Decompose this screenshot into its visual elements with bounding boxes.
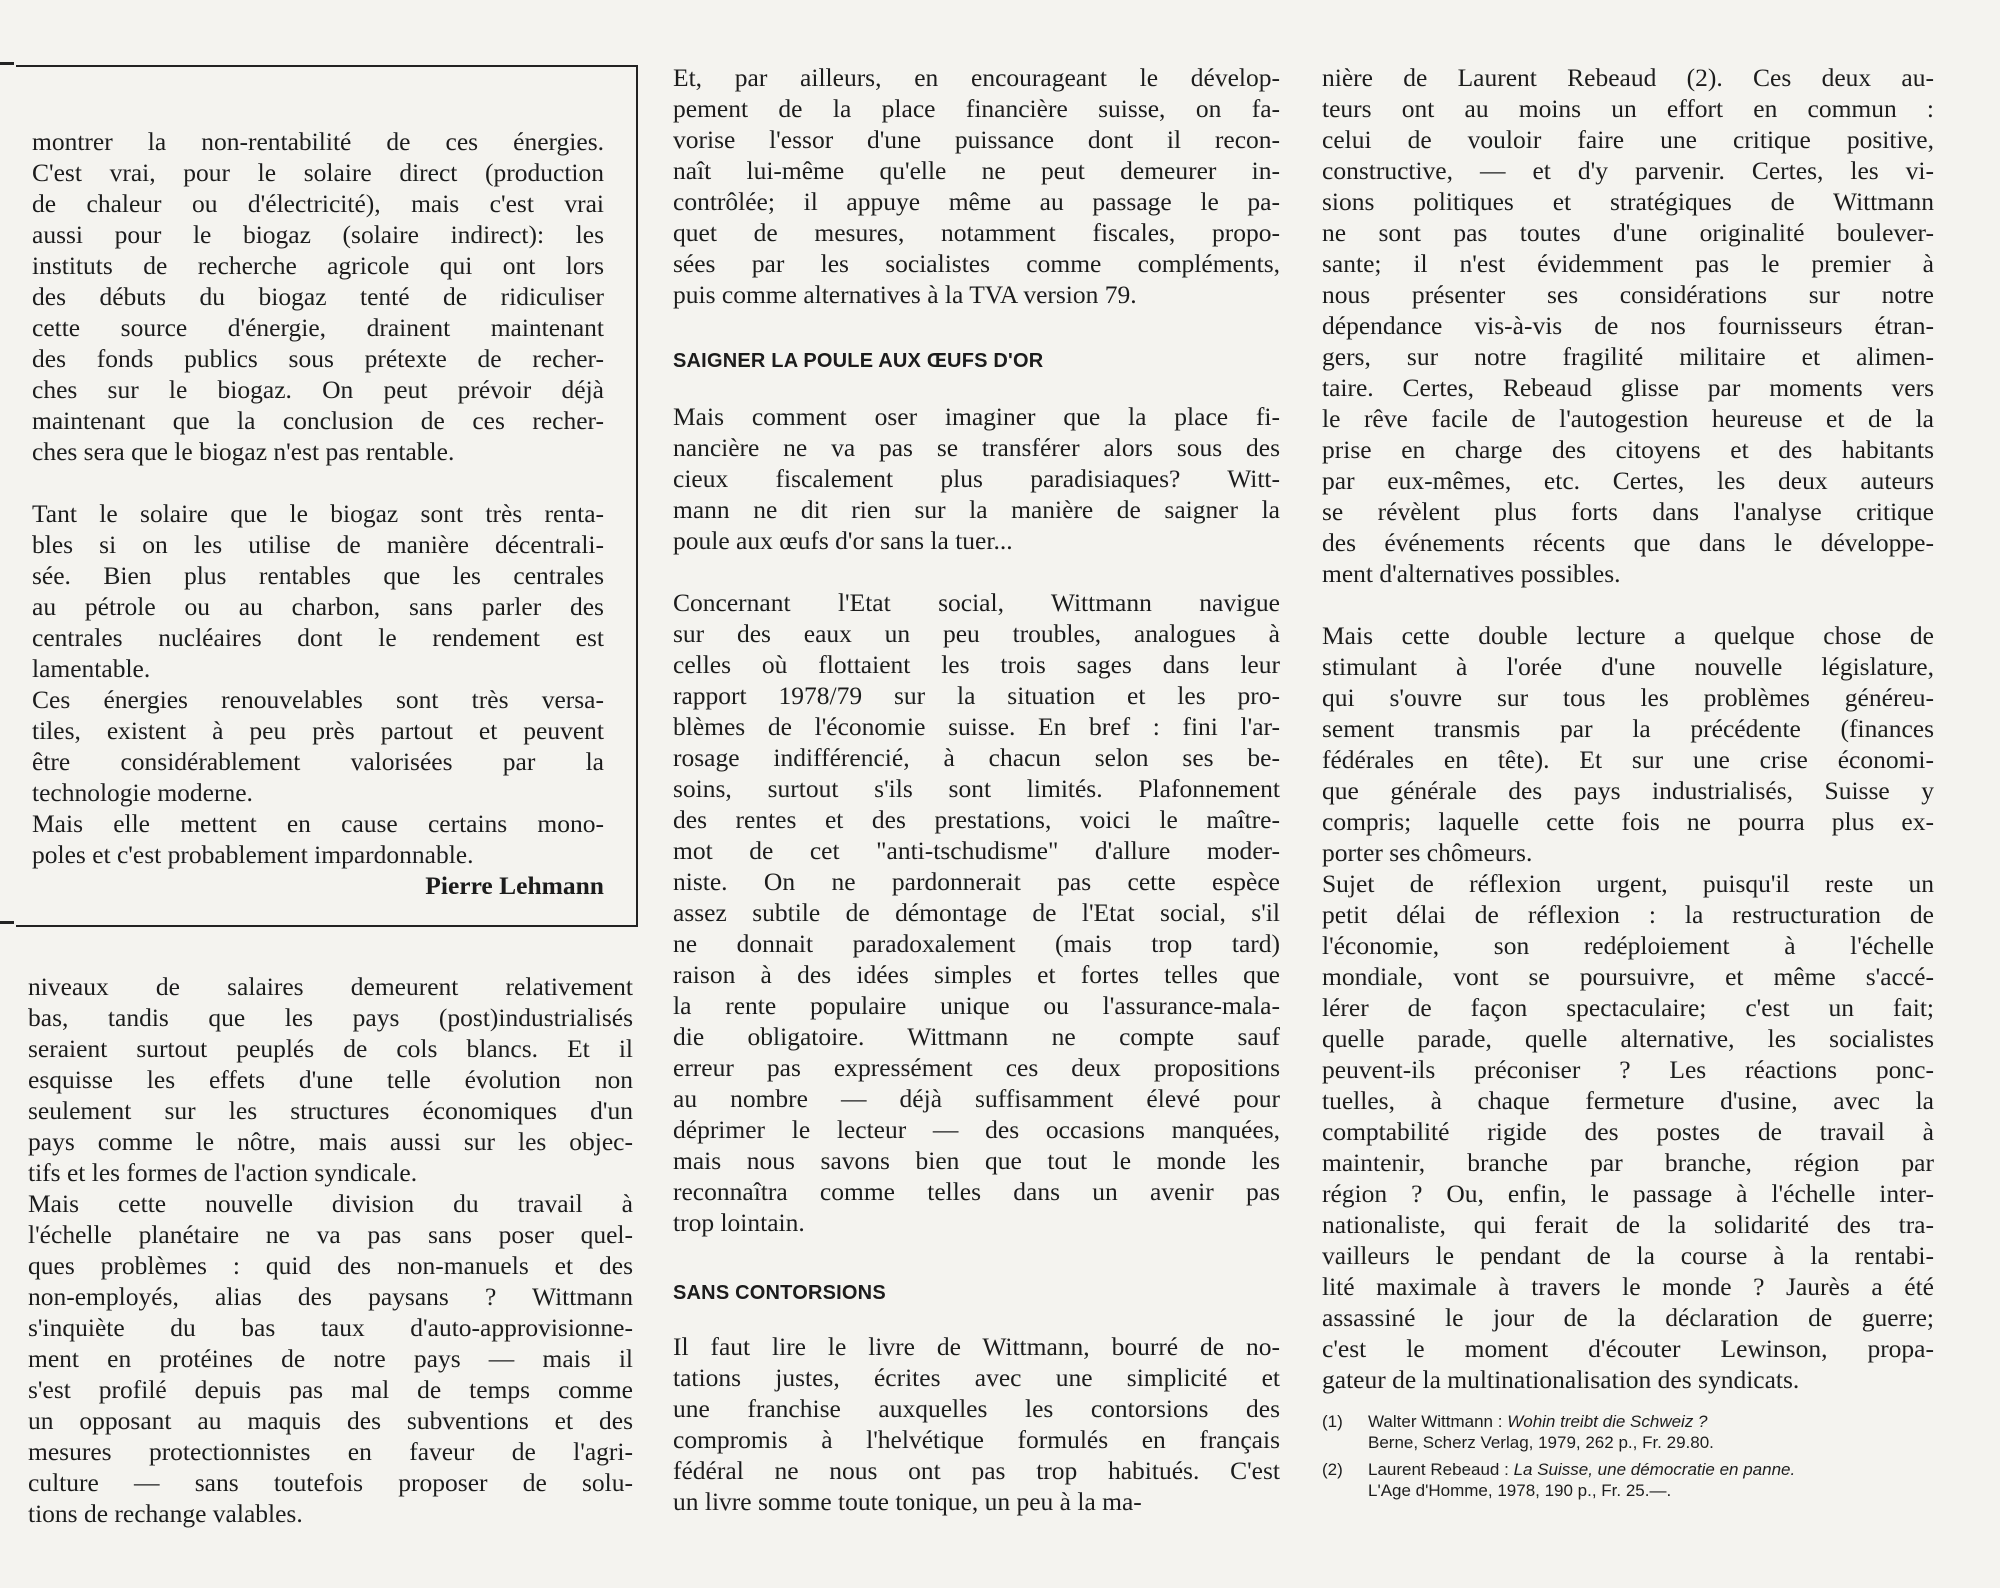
text-line: Mais cette double lecture a quelque chose de <box>1322 621 1934 650</box>
text-line: fédérales en tête). Et sur une crise économi- <box>1322 745 1934 774</box>
text-line: la rente populaire unique ou l'assurance-mala- <box>673 991 1280 1020</box>
text-line: assassiné le jour de la déclaration de guerre; <box>1322 1303 1934 1332</box>
footnote-publisher: L'Age d'Homme, 1978, 190 p., Fr. 25.—. <box>1368 1481 1672 1500</box>
text-line: mesures protectionnistes en faveur de l'agri- <box>28 1437 633 1466</box>
text-line: celles où flottaient les trois sages dans leur <box>673 650 1280 679</box>
text-line: se révèlent plus forts dans l'analyse critique <box>1322 497 1934 526</box>
box-paragraph <box>32 684 604 808</box>
text-line: l'échelle planétaire ne va pas sans poser quel- <box>28 1220 633 1249</box>
text-line: esquisse les effets d'une telle évolution non <box>28 1065 633 1094</box>
text-line: vorise l'essor d'une puissance dont il recon- <box>673 125 1280 154</box>
paragraph <box>673 587 1280 1238</box>
text-line: par eux-mêmes, etc. Certes, les deux auteurs <box>1322 466 1934 495</box>
text-line: un opposant au maquis des subventions et des <box>28 1406 633 1435</box>
footnote <box>1322 1459 1934 1501</box>
text-line: ques problèmes : quid des non-manuels et des <box>28 1251 633 1280</box>
footnote-author: Walter Wittmann : <box>1368 1412 1503 1431</box>
text-line: maintenant que la conclusion de ces recher- <box>32 406 604 435</box>
column-3 <box>1322 62 1934 1507</box>
text-line: teurs ont au moins un effort en commun : <box>1322 94 1934 123</box>
text-line: des fonds publics sous prétexte de recher- <box>32 344 604 373</box>
text-line: Mais cette nouvelle division du travail à <box>28 1189 633 1218</box>
text-line: mot de cet "anti-tschudisme" d'allure moder- <box>673 836 1280 865</box>
text-line: des débuts du biogaz tenté de ridiculiser <box>32 282 604 311</box>
text-line: blèmes de l'économie suisse. En bref : fini l'ar- <box>673 712 1280 741</box>
text-line: Sujet de réflexion urgent, puisqu'il reste un <box>1322 869 1934 898</box>
text-line: pement de la place financière suisse, on fa- <box>673 94 1280 123</box>
paragraph <box>28 1188 633 1529</box>
text-line: ment d'alternatives possibles. <box>1322 559 1621 588</box>
text-line: raison à des idées simples et fortes telles que <box>673 960 1280 989</box>
text-line: trop lointain. <box>673 1208 805 1237</box>
paragraph <box>673 62 1280 310</box>
text-line: tuelles, à chaque fermeture d'usine, avec la <box>1322 1086 1934 1115</box>
text-line: l'économie, son redéploiement à l'échelle <box>1322 931 1934 960</box>
column-1-text <box>28 971 633 1529</box>
text-line: rapport 1978/79 sur la situation et les pro- <box>673 681 1280 710</box>
text-line: ment en protéines de notre pays — mais il <box>28 1344 633 1373</box>
footnote-number: (1) <box>1322 1412 1343 1431</box>
text-line: cieux fiscalement plus paradisiaques? Witt- <box>673 464 1280 493</box>
text-line: nationaliste, qui ferait de la solidarité des tra- <box>1322 1210 1934 1239</box>
footnote-number: (2) <box>1322 1460 1343 1479</box>
text-line: sée. Bien plus rentables que les centrales <box>32 561 604 590</box>
text-line: tiles, existent à peu près partout et peuvent <box>32 716 604 745</box>
text-line: ches sera que le biogaz n'est pas rentable. <box>32 437 455 466</box>
footnote-publisher: Berne, Scherz Verlag, 1979, 262 p., Fr. 29.80. <box>1368 1433 1714 1452</box>
text-line: C'est vrai, pour le solaire direct (production <box>32 158 604 187</box>
text-line: c'est le moment d'écouter Lewinson, propa- <box>1322 1334 1934 1363</box>
text-line: une franchise auxquelles les contorsions des <box>673 1394 1280 1423</box>
text-line: s'est profilé depuis pas mal de temps comme <box>28 1375 633 1404</box>
text-line: région ? Ou, enfin, le passage à l'échelle inter- <box>1322 1179 1934 1208</box>
text-line: taire. Certes, Rebeaud glisse par moments vers <box>1322 373 1934 402</box>
footnote-author: Laurent Rebeaud : <box>1368 1460 1509 1479</box>
paragraph <box>28 971 633 1188</box>
rule-mark-bottom <box>0 921 14 924</box>
footnotes <box>1322 1411 1934 1501</box>
text-line: ne sont pas toutes d'une originalité boulever- <box>1322 218 1934 247</box>
paragraph <box>673 401 1280 556</box>
text-line: maintenir, branche par branche, région par <box>1322 1148 1934 1177</box>
column-2 <box>673 62 1280 1517</box>
footnote-title: Wohin treibt die Schweiz ? <box>1507 1412 1708 1431</box>
text-line: compromis à l'helvétique formulés en français <box>673 1425 1280 1454</box>
text-line: tions de rechange valables. <box>28 1499 303 1528</box>
text-line: lité maximale à travers le monde ? Jaurès a été <box>1322 1272 1934 1301</box>
text-line: bas, tandis que les pays (post)industrialisés <box>28 1003 633 1032</box>
text-line: prise en charge des citoyens et des habitants <box>1322 435 1934 464</box>
box-paragraph <box>32 808 604 870</box>
text-line: qui s'ouvre sur tous les problèmes généreu- <box>1322 683 1934 712</box>
text-line: stimulant à l'orée d'une nouvelle législature, <box>1322 652 1934 681</box>
text-line: tifs et les formes de l'action syndicale. <box>28 1158 418 1187</box>
text-line: constructive, — et d'y parvenir. Certes, les vi- <box>1322 156 1934 185</box>
text-line: technologie moderne. <box>32 778 253 807</box>
text-line: seraient surtout peuplés de cols blancs. Et il <box>28 1034 633 1063</box>
text-line: Mais elle mettent en cause certains mono- <box>32 809 604 838</box>
text-line: puis comme alternatives à la TVA version 79. <box>673 280 1137 309</box>
text-line: Concernant l'Etat social, Wittmann navigue <box>673 588 1280 617</box>
text-line: nière de Laurent Rebeaud (2). Ces deux au- <box>1322 63 1934 92</box>
text-line: gers, sur notre fragilité militaire et alimen- <box>1322 342 1934 371</box>
text-line: être considérablement valorisées par la <box>32 747 604 776</box>
text-line: mondiale, vont se poursuivre, et même s'accé- <box>1322 962 1934 991</box>
text-line: mais nous savons bien que tout le monde les <box>673 1146 1280 1175</box>
text-line: sement transmis par la précédente (finances <box>1322 714 1934 743</box>
paragraph <box>673 1331 1280 1517</box>
text-line: nous présenter ses considérations sur notre <box>1322 280 1934 309</box>
text-line: niveaux de salaires demeurent relativement <box>28 972 633 1001</box>
footnote-title: La Suisse, une démocratie en panne. <box>1513 1460 1796 1479</box>
text-line: instituts de recherche agricole qui ont lors <box>32 251 604 280</box>
text-line: pays comme le nôtre, mais aussi sur les objec- <box>28 1127 633 1156</box>
text-line: nancière ne va pas se transférer alors sous des <box>673 433 1280 462</box>
text-line: sions politiques et stratégiques de Wittmann <box>1322 187 1934 216</box>
text-line: Mais comment oser imaginer que la place fi- <box>673 402 1280 431</box>
text-line: s'inquiète du bas taux d'auto-approvisionne- <box>28 1313 633 1342</box>
text-line: ne donnait paradoxalement (mais trop tard) <box>673 929 1280 958</box>
text-line: Tant le solaire que le biogaz sont très renta- <box>32 499 604 528</box>
footnote <box>1322 1411 1934 1453</box>
text-line: erreur pas expressément ces deux propositions <box>673 1053 1280 1082</box>
text-line: reconnaîtra comme telles dans un avenir pas <box>673 1177 1280 1206</box>
text-line: non-employés, alias des paysans ? Wittmann <box>28 1282 633 1311</box>
text-line: celui de vouloir faire une critique positive, <box>1322 125 1934 154</box>
text-line: assez subtile de démontage de l'Etat social, s'il <box>673 898 1280 927</box>
text-line: de chaleur ou d'électricité), mais c'est vrai <box>32 189 604 218</box>
text-line: le rêve facile de l'autogestion heureuse et de la <box>1322 404 1934 433</box>
author-signature: Pierre Lehmann <box>425 871 604 900</box>
text-line: soins, surtout s'ils sont limités. Plafonnement <box>673 774 1280 803</box>
text-line: niste. On ne pardonnerait pas cette espèce <box>673 867 1280 896</box>
text-line: lamentable. <box>32 654 151 683</box>
text-line: quet de mesures, notamment fiscales, propo- <box>673 218 1280 247</box>
text-line: porter ses chômeurs. <box>1322 838 1533 867</box>
text-line: un livre somme toute tonique, un peu à la ma- <box>673 1487 1142 1516</box>
text-line: aussi pour le biogaz (solaire indirect): les <box>32 220 604 249</box>
text-line: naît lui-même qu'elle ne peut demeurer in- <box>673 156 1280 185</box>
text-line: peuvent-ils préconiser ? Les réactions ponc- <box>1322 1055 1934 1084</box>
text-line: contrôlée; il appuye même au passage le pa- <box>673 187 1280 216</box>
text-line: petit délai de réflexion : la restructuration de <box>1322 900 1934 929</box>
paragraph <box>1322 620 1934 868</box>
text-line: Il faut lire le livre de Wittmann, bourré de no- <box>673 1332 1280 1361</box>
text-line: montrer la non-rentabilité de ces énergies. <box>32 127 604 156</box>
section-heading-saigner: SAIGNER LA POULE AUX ŒUFS D'OR <box>673 350 1044 372</box>
text-line: seulement sur les structures économiques d'un <box>28 1096 633 1125</box>
text-line: mann ne dit rien sur la manière de saigner la <box>673 495 1280 524</box>
paragraph <box>1322 868 1934 1395</box>
paragraph <box>1322 62 1934 589</box>
text-line: ches sur le biogaz. On peut prévoir déjà <box>32 375 604 404</box>
text-line: dépendance vis-à-vis de nos fournisseurs étran- <box>1322 311 1934 340</box>
text-line: lérer de façon spectaculaire; c'est un fait; <box>1322 993 1934 1022</box>
text-line: sante; il n'est évidemment pas le premier à <box>1322 249 1934 278</box>
text-line: gateur de la multinationalisation des syndicats. <box>1322 1365 1800 1394</box>
text-line: compris; laquelle cette fois ne pourra plus ex- <box>1322 807 1934 836</box>
text-line: sur des eaux un peu troubles, analogues à <box>673 619 1280 648</box>
text-line: déprimer le lecteur — des occasions manquées, <box>673 1115 1280 1144</box>
text-line: fédéral ne nous ont pas trop habitués. C'est <box>673 1456 1280 1485</box>
text-line: bles si on les utilise de manière décentrali- <box>32 530 604 559</box>
text-line: sées par les socialistes comme compléments, <box>673 249 1280 278</box>
text-line: que générale des pays industrialisés, Suisse y <box>1322 776 1934 805</box>
text-line: des événements récents que dans le développe- <box>1322 528 1934 557</box>
text-line: Et, par ailleurs, en encourageant le dévelop- <box>673 63 1280 92</box>
section-heading-contorsions: SANS CONTORSIONS <box>673 1282 886 1304</box>
text-line: centrales nucléaires dont le rendement est <box>32 623 604 652</box>
text-line: poles et c'est probablement impardonnable. <box>32 840 474 869</box>
rule-mark-top <box>0 62 14 65</box>
text-line: comptabilité rigide des postes de travail à <box>1322 1117 1934 1146</box>
text-line: vailleurs le pendant de la course à la rentabi- <box>1322 1241 1934 1270</box>
text-line: des rentes et des prestations, voici le maître- <box>673 805 1280 834</box>
text-line: poule aux œufs d'or sans la tuer... <box>673 526 1013 555</box>
text-line: au pétrole ou au charbon, sans parler des <box>32 592 604 621</box>
text-line: die obligatoire. Wittmann ne compte sauf <box>673 1022 1280 1051</box>
text-line: quelle parade, quelle alternative, les socialistes <box>1322 1024 1934 1053</box>
box-paragraph <box>32 498 604 684</box>
text-line: tations justes, écrites avec une simplicité et <box>673 1363 1280 1392</box>
text-line: cette source d'énergie, drainent maintenant <box>32 313 604 342</box>
text-line: au nombre — déjà suffisamment élevé pour <box>673 1084 1280 1113</box>
text-line: Ces énergies renouvelables sont très versa- <box>32 685 604 714</box>
box-paragraph <box>32 126 604 467</box>
sidebar-box <box>32 126 604 901</box>
text-line: culture — sans toutefois proposer de solu- <box>28 1468 633 1497</box>
text-line: rosage indifférencié, à chacun selon ses be- <box>673 743 1280 772</box>
